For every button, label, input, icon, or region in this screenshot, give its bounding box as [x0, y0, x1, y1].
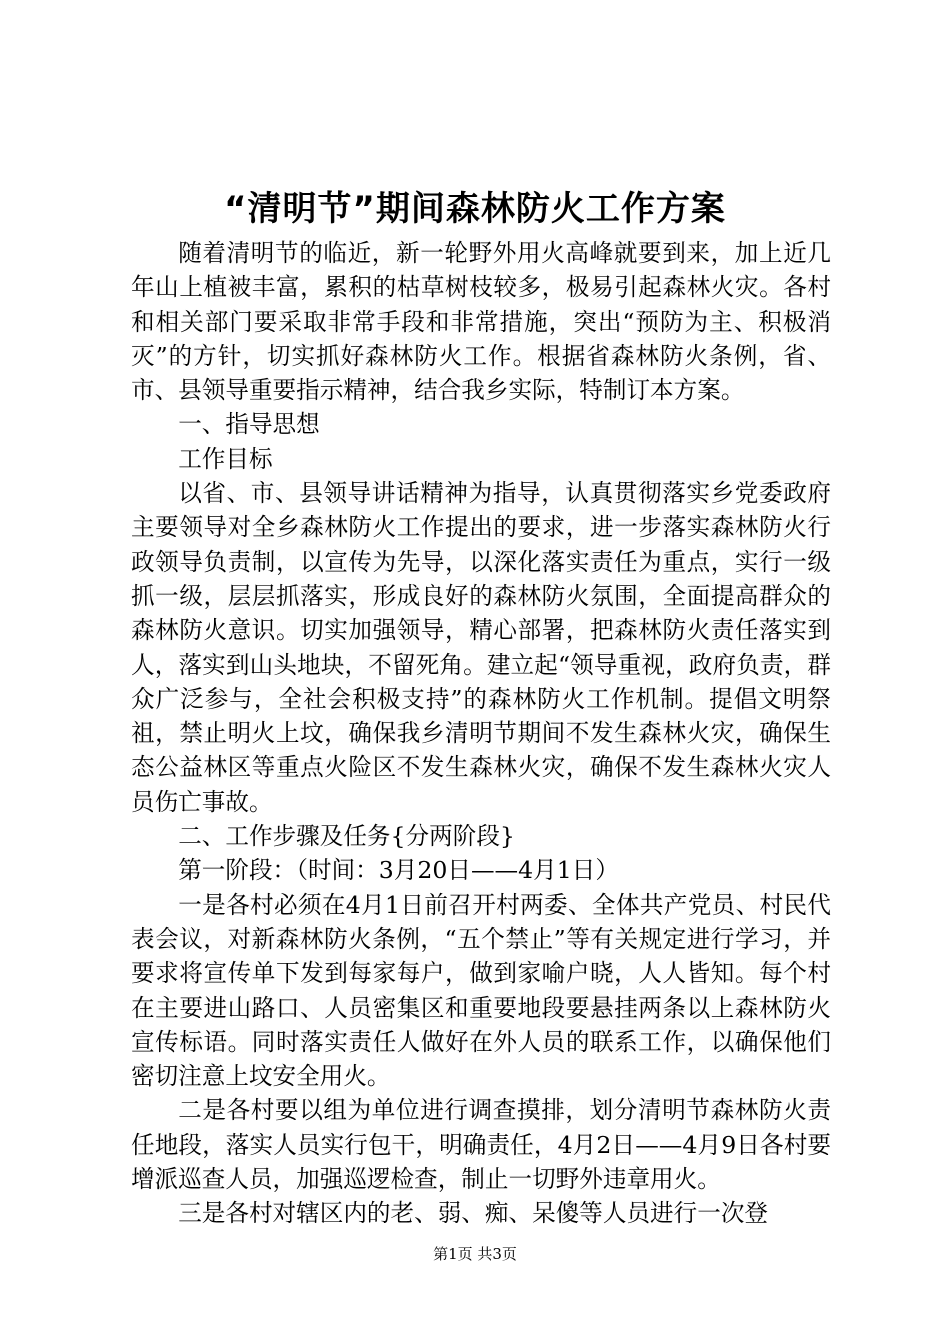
paragraph-item-two: 二是各村要以组为单位进行调查摸排，划分清明节森林防火责任地段，落实人员实行包干，明确责任，4月2日——4月9日各村要增派巡查人员，加强巡逻检查，制止一切野外违章用火。: [131, 1096, 831, 1194]
document-body: [131, 236, 831, 1231]
document-title: “清明节”期间森林防火工作方案: [224, 189, 726, 229]
paragraph-work-goal: 以省、市、县领导讲话精神为指导，认真贯彻落实乡党委政府主要领导对全乡森林防火工作提出的要求，进一步落实森林防火行政领导负责制，以宣传为先导，以深化落实责任为重点，实行一级抓一级，层层抓落实，形成良好的森林防火氛围，全面提高群众的森林防火意识。切实加强领导，精心部署，把森林防火责任落实到人，落实到山头地块，不留死角。建立起“领导重视，政府负责，群众广泛参与，全社会积极支持”的森林防火工作机制。提倡文明祭祖，禁止明火上坟，确保我乡清明节期间不发生森林火灾，确保生态公益林区等重点火险区不发生森林火灾，确保不发生森林火灾人员伤亡事故。: [131, 479, 831, 816]
heading-guiding-ideology: 一、指导思想: [178, 410, 320, 439]
heading-work-steps: 二、工作步骤及任务{分两阶段}: [178, 822, 515, 851]
page-number-footer: 第1页 共3页: [433, 1245, 517, 1263]
heading-stage-one: 第一阶段：（时间：3月20日——4月1日）: [178, 856, 619, 885]
paragraph-item-one: 一是各村必须在4月1日前召开村两委、全体共产党员、村民代表会议，对新森林防火条例，“五个禁止”等有关规定进行学习，并要求将宣传单下发到每家每户，做到家喻户晓，人人皆知。每个村在主要进山路口、人员密集区和重要地段要悬挂两条以上森林防火宣传标语。同时落实责任人做好在外人员的联系工作，以确保他们密切注意上坟安全用火。: [131, 890, 831, 1091]
paragraph-item-three: 三是各村对辖区内的老、弱、痴、呆傻等人员进行一次登: [178, 1199, 769, 1228]
paragraph-intro: 随着清明节的临近，新一轮野外用火高峰就要到来，加上近几年山上植被丰富，累积的枯草树枝较多，极易引起森林火灾。各村和相关部门要采取非常手段和非常措施，突出“预防为主、积极消灭”的方针，切实抓好森林防火工作。根据省森林防火条例，省、市、县领导重要指示精神，结合我乡实际，特制订本方案。: [131, 239, 831, 405]
heading-work-goal: 工作目标: [178, 444, 273, 473]
